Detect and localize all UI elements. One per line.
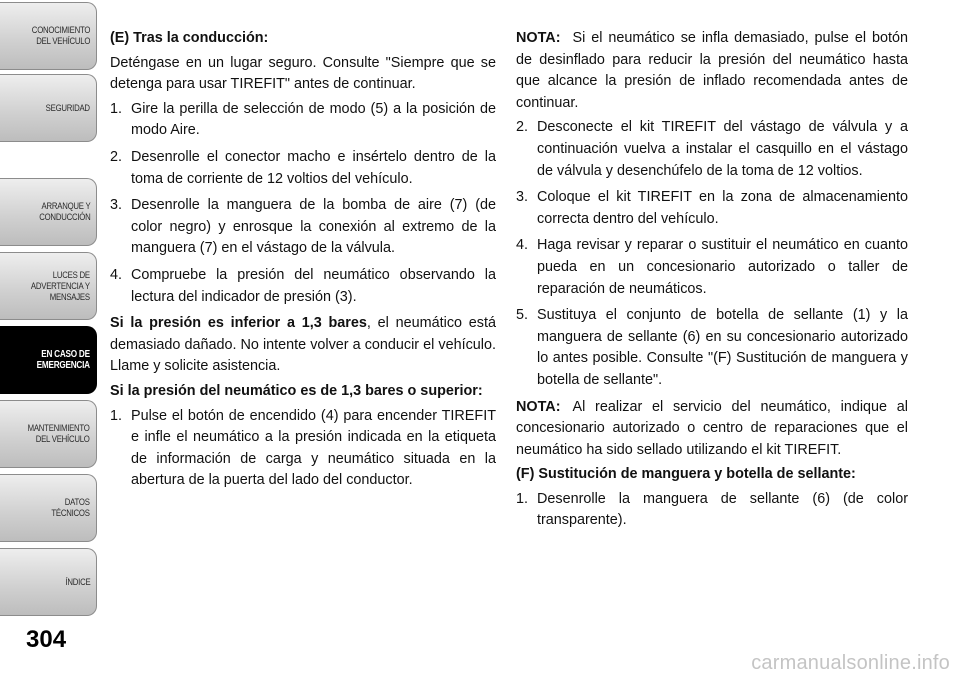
nota-paragraph-2	[516, 397, 908, 462]
item-number: 5.	[516, 307, 529, 324]
list-item	[516, 235, 908, 300]
tab-datos[interactable]	[0, 474, 97, 542]
item-text: Pulse el botón de encendido (4) para encender TIREFIT e infle el neumático a la presión indicada en la etiqueta de información de carga y neumático situada en la abertura de la puerta del lado del conductor.	[131, 407, 496, 489]
nota-label: NOTA:	[516, 30, 561, 46]
tab-label: LUCES DE ADVERTENCIA Y MENSAJES	[31, 269, 90, 303]
item-text: Desenrolle la manguera de la bomba de aire (7) (de color negro) y enrosque la conexión al extremo de la manguera (7) en el vástago de la válvula.	[131, 197, 496, 257]
page-number: 304	[26, 626, 67, 653]
item-text: Gire la perilla de selección de modo (5) a la posición de modo Aire.	[131, 100, 496, 139]
item-number: 3.	[110, 197, 123, 214]
tab-label: EN CASO DE EMERGENCIA	[36, 349, 90, 371]
tab-label: MANTENIMIENTO DEL VEHÍCULO	[27, 423, 90, 445]
item-number: 3.	[516, 189, 529, 206]
low-pressure-bold: Si la presión es inferior a 1,3 bares	[110, 315, 367, 332]
item-text: Desenrolle la manguera de sellante (6) (de color transparente).	[537, 490, 908, 529]
item-text: Coloque el kit TIREFIT en la zona de almacenamiento correcta dentro del vehículo.	[537, 189, 908, 227]
section-heading-f: (F) Sustitución de manguera y botella de sellante:	[516, 466, 856, 483]
left-column	[110, 28, 496, 497]
list-item	[110, 406, 496, 492]
item-text: Haga revisar y reparar o sustituir el neumático en cuanto pueda en un concesionario autorizado o taller de reparación de neumáticos.	[537, 237, 908, 297]
item-text: Sustituya el conjunto de botella de sellante (1) y la manguera de sellante (6) en su concesionario autorizado lo antes posible. Consulte "(F) Sustitución de manguera y botella de sellante".	[537, 307, 908, 388]
item-number: 1.	[516, 490, 529, 507]
item-number: 4.	[110, 266, 123, 283]
list-item	[516, 305, 908, 391]
nota-label: NOTA:	[516, 398, 561, 415]
item-text: Compruebe la presión del neumático observando la lectura del indicador de presión (3).	[131, 266, 496, 305]
intro-paragraph: Deténgase en un lugar seguro. Consulte "Siempre que se detenga para usar TIREFIT" antes de continuar.	[110, 54, 496, 93]
list-item	[516, 187, 908, 230]
steps-list-right	[516, 117, 908, 391]
right-column	[516, 28, 908, 537]
tab-indice[interactable]	[0, 548, 97, 616]
tab-label: ÍNDICE	[65, 576, 90, 588]
item-text: Desenrolle el conector macho e insértelo dentro de la toma de corriente de 12 voltios del vehículo.	[131, 148, 496, 187]
item-number: 1.	[110, 407, 123, 424]
nota-text: Si el neumático se infla demasiado, pulse el botón de desinflado para reducir la presión del neumático hasta que alcance la presión de inflado recomendada antes de continuar.	[516, 30, 908, 111]
list-item	[516, 117, 908, 182]
item-number: 2.	[516, 119, 529, 136]
item-number: 4.	[516, 237, 529, 254]
tab-emergencia[interactable]	[0, 326, 97, 394]
tab-label: SEGURIDAD	[45, 102, 90, 114]
tab-conocimiento[interactable]	[0, 2, 97, 70]
list-item	[110, 195, 496, 260]
steps-list-high	[110, 406, 496, 492]
tab-seguridad[interactable]	[0, 74, 97, 142]
list-item	[110, 265, 496, 308]
high-pressure-heading: Si la presión del neumático es de 1,3 bares o superior:	[110, 382, 483, 399]
watermark: carmanualsonline.info	[751, 652, 950, 674]
list-item	[110, 99, 496, 142]
steps-list-e	[110, 99, 496, 308]
tab-label: CONOCIMIENTO DEL VEHÍCULO	[31, 25, 90, 47]
steps-list-f	[516, 489, 908, 532]
item-number: 2.	[110, 148, 123, 165]
section-heading-e: (E) Tras la conducción:	[110, 30, 269, 46]
tab-arranque[interactable]	[0, 178, 97, 246]
tab-luces[interactable]	[0, 252, 97, 320]
nota-paragraph-1	[516, 28, 908, 114]
chapter-sidebar	[0, 0, 98, 678]
nota-text: Al realizar el servicio del neumático, indique al concesionario autorizado o centro de reparaciones que el neumático ha sido sellado utilizando el kit TIREFIT.	[516, 398, 908, 458]
tab-label: DATOS TÉCNICOS	[51, 497, 90, 519]
tab-label: ARRANQUE Y CONDUCCIÓN	[38, 201, 90, 223]
list-item	[516, 489, 908, 532]
list-item	[110, 147, 496, 190]
tab-mantenimiento[interactable]	[0, 400, 97, 468]
low-pressure-paragraph	[110, 313, 496, 378]
item-number: 1.	[110, 100, 123, 117]
item-text: Desconecte el kit TIREFIT del vástago de válvula y a continuación vuelva a instalar el casquillo en el vástago de válvula y desenchúfelo de la toma de 12 voltios.	[537, 119, 908, 179]
low-pressure-text: , el neumático está demasiado dañado. No intente volver a conducir el vehículo. Llame y solicite asistencia.	[110, 315, 496, 375]
